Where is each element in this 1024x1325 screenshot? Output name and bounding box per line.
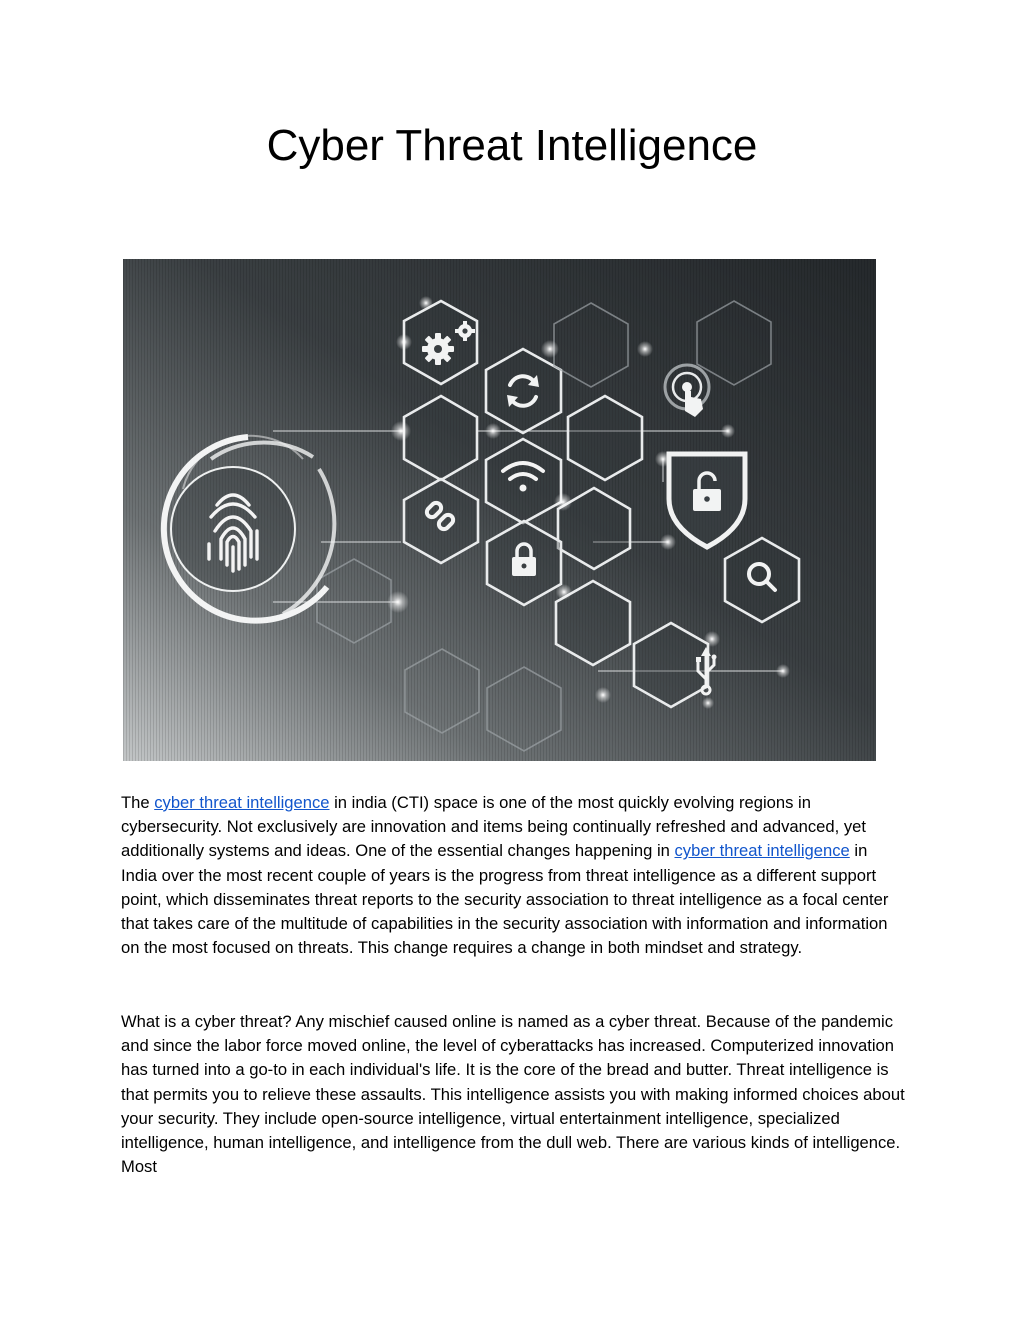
paragraph1-text-a: in india (CTI) space is one of the most quickly evolving regions in cybersecurity. Not exclusively are innovation and items being continually refreshed and advanced, yet additionally systems and ideas. One of the essential changes happening in [121, 793, 866, 861]
page-title: Cyber Threat Intelligence [266, 121, 758, 170]
paragraph1-text-b: in India over the most recent couple of years is the progress from threat intelligence as a different support point, which disseminates threat reports to the security association to threat intelligence as a focal center that takes care of the multitude of capabilities in the security association with information and information on the most focused on threats. This change requires a change in both mindset and strategy. [121, 841, 889, 958]
cyber-threat-intelligence-link[interactable]: cyber threat intelligence [154, 793, 330, 812]
hero-image [123, 259, 876, 761]
what-is-cyber-threat-paragraph: What is a cyber threat? Any mischief caused online is named as a cyber threat. Because of the pandemic and since the labor force moved online, the level of cyberattacks has increased. Computerized innovation has turned into a go-to in each individual's life. It is the core of the bread and butter. Threat intelligence is that permits you to relieve these assaults. This intelligence assists you with making informed choices about your security. They include open-source intelligence, virtual entertainment intelligence, specialized intelligence, human intelligence, and intelligence from the dull web. There are various kinds of intelligence. Most [121, 1012, 905, 1177]
intro-paragraph [121, 791, 906, 960]
intro-text: The [121, 793, 150, 812]
cyber-threat-intelligence-link-2[interactable]: cyber threat intelligence [674, 841, 850, 861]
